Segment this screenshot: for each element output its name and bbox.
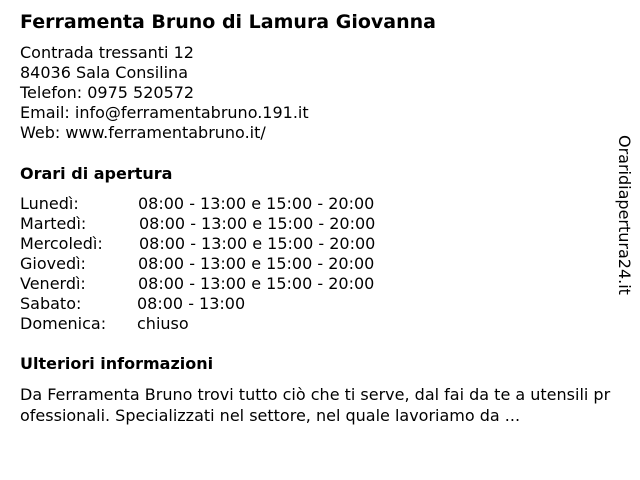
site-brand-vertical[interactable]: Oraridiapertura24.it <box>615 135 634 295</box>
hours-value: 08:00 - 13:00 e 15:00 - 20:00 <box>138 274 375 293</box>
day-label: Martedì: <box>20 214 87 233</box>
additional-info-heading: Ulteriori informazioni <box>20 354 214 373</box>
hours-value: 08:00 - 13:00 e 15:00 - 20:00 <box>138 194 375 213</box>
day-label: Mercoledì: <box>20 234 103 253</box>
city-address: 84036 Sala Consilina <box>20 63 188 82</box>
day-label: Venerdì: <box>20 274 86 293</box>
business-contact-block <box>20 43 309 143</box>
business-title: Ferramenta Bruno di Lamura Giovanna <box>20 11 436 33</box>
website-url[interactable]: Web: www.ferramentabruno.it/ <box>20 123 266 142</box>
hours-value: 08:00 - 13:00 e 15:00 - 20:00 <box>139 234 376 253</box>
email-address[interactable]: Email: info@ferramentabruno.191.it <box>20 103 309 122</box>
day-label: Giovedì: <box>20 254 86 273</box>
phone-number[interactable]: Telefon: 0975 520572 <box>20 83 195 102</box>
day-label: Sabato: <box>20 294 82 313</box>
street-address: Contrada tressanti 12 <box>20 43 194 62</box>
hours-value: chiuso <box>137 314 189 333</box>
day-label: Lunedì: <box>20 194 79 213</box>
hours-value: 08:00 - 13:00 <box>137 294 246 313</box>
opening-hours-heading: Orari di apertura <box>20 164 173 183</box>
hours-value: 08:00 - 13:00 e 15:00 - 20:00 <box>139 214 376 233</box>
business-description: Da Ferramenta Bruno trovi tutto ciò che ti serve, dal fai da te a utensili professionali. Specializzati nel settore, nel quale lavoriamo da ... <box>20 385 611 425</box>
hours-value: 08:00 - 13:00 e 15:00 - 20:00 <box>138 254 375 273</box>
day-label: Domenica: <box>20 314 107 333</box>
